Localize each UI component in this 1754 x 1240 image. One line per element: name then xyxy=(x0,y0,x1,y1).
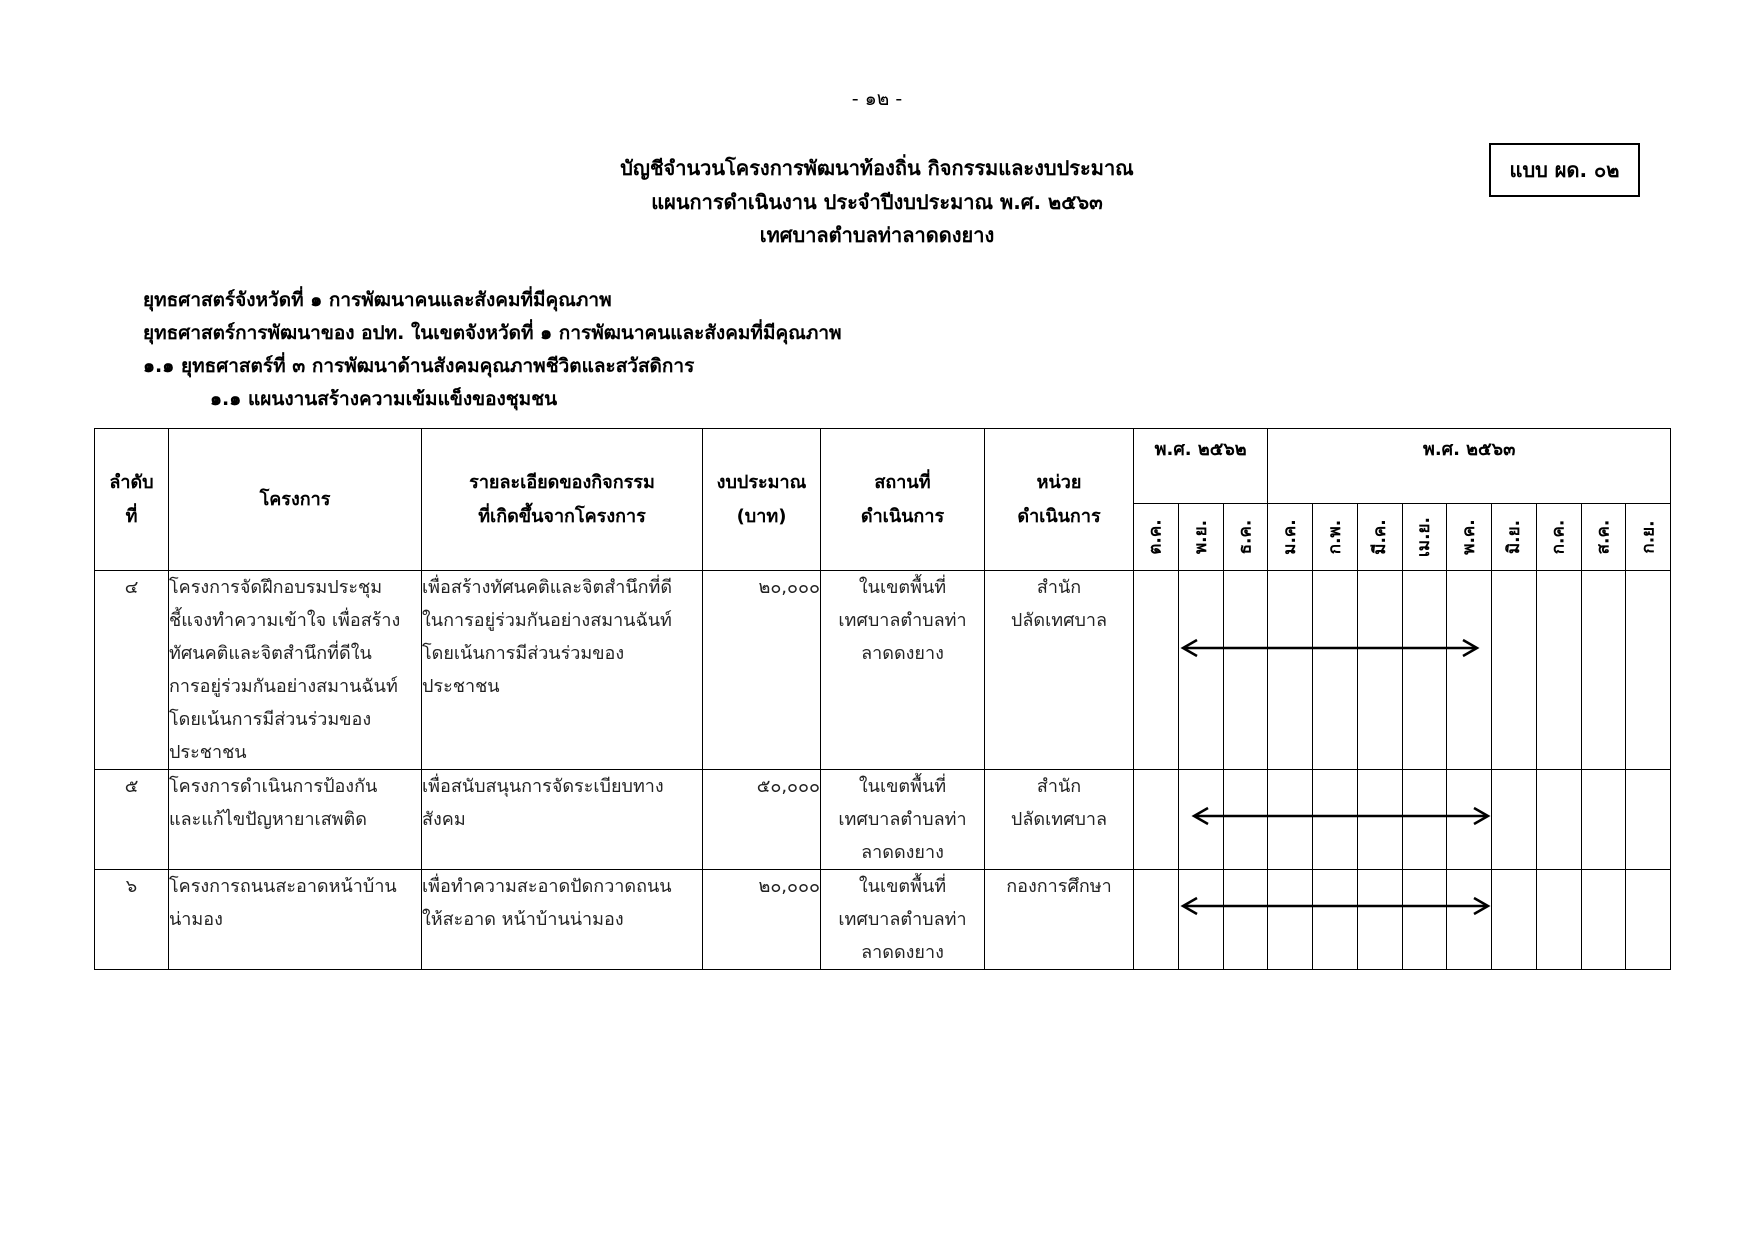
row-unit-line: กองการศึกษา xyxy=(1006,876,1112,897)
row-place xyxy=(821,571,985,770)
row-place-line: ในเขตพื้นที่ xyxy=(858,876,947,897)
header-place xyxy=(821,429,985,571)
header-budget-line-1: งบประมาณ xyxy=(716,471,807,493)
month-cell xyxy=(1313,770,1358,870)
month-header xyxy=(1581,504,1626,571)
month-cell xyxy=(1492,770,1537,870)
row-no: ๖ xyxy=(95,870,169,970)
row-project-line: การอยู่ร่วมกันอย่างสมานฉันท์ xyxy=(169,676,398,697)
row-detail-line: สังคม xyxy=(422,809,466,830)
month-cell xyxy=(1223,571,1268,770)
month-cell xyxy=(1402,870,1447,970)
month-cell xyxy=(1626,571,1671,770)
row-budget: ๒๐,๐๐๐ xyxy=(703,571,821,770)
document-title-line-1: บัญชีจำนวนโครงการพัฒนาท้องถิ่น กิจกรรมและงบประมาณ xyxy=(620,156,1134,180)
month-header xyxy=(1357,504,1402,571)
row-project-line: ชี้แจงทำความเข้าใจ เพื่อสร้าง xyxy=(169,610,401,631)
row-unit-line: ปลัดเทศบาล xyxy=(1010,809,1108,830)
document-title-line-2: แผนการดำเนินงาน ประจำปีงบประมาณ พ.ศ. ๒๕๖๓ xyxy=(651,190,1103,214)
row-project xyxy=(169,870,422,970)
month-label: ม.ค. xyxy=(1280,519,1301,555)
month-header xyxy=(1134,504,1179,571)
month-cell xyxy=(1581,770,1626,870)
header-detail xyxy=(422,429,703,571)
row-detail-line: ให้สะอาด หน้าบ้านน่ามอง xyxy=(422,909,624,930)
month-cell xyxy=(1581,870,1626,970)
row-project xyxy=(169,770,422,870)
month-label: ก.ย. xyxy=(1638,520,1659,554)
document-title-line-3: เทศบาลตำบลท่าลาดดงยาง xyxy=(759,223,995,247)
month-cell xyxy=(1357,870,1402,970)
header-no-line-1: ลำดับ xyxy=(109,471,154,493)
row-place xyxy=(821,770,985,870)
month-label: พ.ค. xyxy=(1459,519,1480,555)
row-detail xyxy=(422,870,703,970)
month-cell xyxy=(1357,770,1402,870)
row-detail-line: ประชาชน xyxy=(422,676,500,697)
month-header xyxy=(1402,504,1447,571)
month-cell xyxy=(1223,770,1268,870)
row-unit xyxy=(985,571,1134,770)
header-no-line-2: ที่ xyxy=(125,505,138,527)
month-header xyxy=(1268,504,1313,571)
month-cell xyxy=(1447,571,1492,770)
header-detail-line-2: ที่เกิดขึ้นจากโครงการ xyxy=(478,505,646,527)
plan-heading: ๑.๑ แผนงานสร้างความเข้มแข็งของชุมชน xyxy=(210,388,558,410)
header-detail-line-1: รายละเอียดของกิจกรรม xyxy=(469,471,655,493)
month-cell xyxy=(1223,870,1268,970)
month-cell xyxy=(1536,770,1581,870)
table-row xyxy=(95,870,1671,970)
month-header xyxy=(1223,504,1268,571)
month-header xyxy=(1626,504,1671,571)
row-place-line: เทศบาลตำบลท่า xyxy=(838,909,967,930)
month-label: มี.ค. xyxy=(1369,519,1390,555)
month-label: ก.ค. xyxy=(1548,519,1569,555)
header-place-line-1: สถานที่ xyxy=(874,471,931,493)
row-detail xyxy=(422,571,703,770)
project-plan-table xyxy=(94,428,1671,970)
month-label: ต.ค. xyxy=(1145,519,1166,555)
row-place-line: ในเขตพื้นที่ xyxy=(858,577,947,598)
row-place-line: ลาดดงยาง xyxy=(861,942,944,963)
month-label: ธ.ค. xyxy=(1235,519,1256,555)
month-cell xyxy=(1178,571,1223,770)
header-year-2562: พ.ศ. ๒๕๖๒ xyxy=(1134,429,1268,504)
row-project-line: และแก้ไขปัญหายาเสพติด xyxy=(169,809,367,830)
month-cell xyxy=(1492,571,1537,770)
month-cell xyxy=(1268,870,1313,970)
strategy-heading-local: ยุทธศาสตร์การพัฒนาของ อปท. ในเขตจังหวัดที่ ๑ การพัฒนาคนและสังคมที่มีคุณภาพ xyxy=(143,322,842,344)
month-cell xyxy=(1536,571,1581,770)
month-cell xyxy=(1268,770,1313,870)
row-project-line: ประชาชน xyxy=(169,742,247,763)
row-place-line: ลาดดงยาง xyxy=(861,643,944,664)
table-row xyxy=(95,571,1671,770)
month-header xyxy=(1492,504,1537,571)
month-cell xyxy=(1447,770,1492,870)
row-detail-line: โดยเน้นการมีส่วนร่วมของ xyxy=(422,643,625,664)
row-detail-line: เพื่อสร้างทัศนคติและจิตสำนึกที่ดี xyxy=(422,577,673,598)
month-header xyxy=(1313,504,1358,571)
month-cell xyxy=(1536,870,1581,970)
row-project-line: โครงการดำเนินการป้องกัน xyxy=(169,776,378,797)
month-cell xyxy=(1357,571,1402,770)
strategy-heading-section: ๑.๑ ยุทธศาสตร์ที่ ๓ การพัฒนาด้านสังคมคุณภาพชีวิตและสวัสดิการ xyxy=(143,355,695,377)
row-detail xyxy=(422,770,703,870)
header-unit-line-1: หน่วย xyxy=(1036,471,1082,493)
row-detail-line: เพื่อทำความสะอาดปัดกวาดถนน xyxy=(422,876,672,897)
month-label: มิ.ย. xyxy=(1503,519,1524,555)
header-project: โครงการ xyxy=(169,429,422,571)
month-header xyxy=(1536,504,1581,571)
month-cell xyxy=(1447,870,1492,970)
row-unit-line: สำนัก xyxy=(1036,776,1082,797)
row-budget: ๕๐,๐๐๐ xyxy=(703,770,821,870)
row-no: ๕ xyxy=(95,770,169,870)
form-code-box: แบบ ผด. ๐๒ xyxy=(1489,143,1640,197)
month-header xyxy=(1178,504,1223,571)
row-no: ๔ xyxy=(95,571,169,770)
row-project-line: โครงการถนนสะอาดหน้าบ้าน xyxy=(169,876,397,897)
row-budget: ๒๐,๐๐๐ xyxy=(703,870,821,970)
header-no xyxy=(95,429,169,571)
row-project-line: ทัศนคติและจิตสำนึกที่ดีใน xyxy=(169,643,372,664)
month-cell xyxy=(1313,870,1358,970)
month-cell xyxy=(1626,770,1671,870)
row-place-line: เทศบาลตำบลท่า xyxy=(838,809,967,830)
row-project-line: โครงการจัดฝึกอบรมประชุม xyxy=(169,577,383,598)
month-cell xyxy=(1402,571,1447,770)
month-cell xyxy=(1268,571,1313,770)
row-project-line: โดยเน้นการมีส่วนร่วมของ xyxy=(169,709,372,730)
row-place-line: ลาดดงยาง xyxy=(861,842,944,863)
page-number: - ๑๒ - xyxy=(851,88,903,110)
row-place xyxy=(821,870,985,970)
row-unit-line: ปลัดเทศบาล xyxy=(1010,610,1108,631)
header-budget-line-2: (บาท) xyxy=(736,505,787,527)
header-unit xyxy=(985,429,1134,571)
month-cell xyxy=(1178,770,1223,870)
row-project xyxy=(169,571,422,770)
month-cell xyxy=(1134,571,1179,770)
header-place-line-2: ดำเนินการ xyxy=(860,505,945,527)
month-cell xyxy=(1134,870,1179,970)
row-place-line: เทศบาลตำบลท่า xyxy=(838,610,967,631)
row-detail-line: ในการอยู่ร่วมกันอย่างสมานฉันท์ xyxy=(422,610,672,631)
table-row xyxy=(95,770,1671,870)
header-year-2563: พ.ศ. ๒๕๖๓ xyxy=(1268,429,1671,504)
month-cell xyxy=(1492,870,1537,970)
month-cell xyxy=(1402,770,1447,870)
month-label: พ.ย. xyxy=(1190,519,1211,555)
row-detail-line: เพื่อสนับสนุนการจัดระเบียบทาง xyxy=(422,776,664,797)
header-unit-line-2: ดำเนินการ xyxy=(1017,505,1101,527)
month-label: ก.พ. xyxy=(1324,519,1345,555)
header-budget xyxy=(703,429,821,571)
month-cell xyxy=(1626,870,1671,970)
month-header xyxy=(1447,504,1492,571)
row-project-line: น่ามอง xyxy=(169,909,223,930)
month-cell xyxy=(1134,770,1179,870)
month-cell xyxy=(1178,870,1223,970)
month-cell xyxy=(1313,571,1358,770)
month-cell xyxy=(1581,571,1626,770)
row-unit xyxy=(985,870,1134,970)
row-unit xyxy=(985,770,1134,870)
month-label: เม.ย. xyxy=(1414,517,1435,557)
row-place-line: ในเขตพื้นที่ xyxy=(858,776,947,797)
month-label: ส.ค. xyxy=(1593,519,1614,555)
strategy-heading-province: ยุทธศาสตร์จังหวัดที่ ๑ การพัฒนาคนและสังคมที่มีคุณภาพ xyxy=(143,289,612,311)
row-unit-line: สำนัก xyxy=(1036,577,1082,598)
